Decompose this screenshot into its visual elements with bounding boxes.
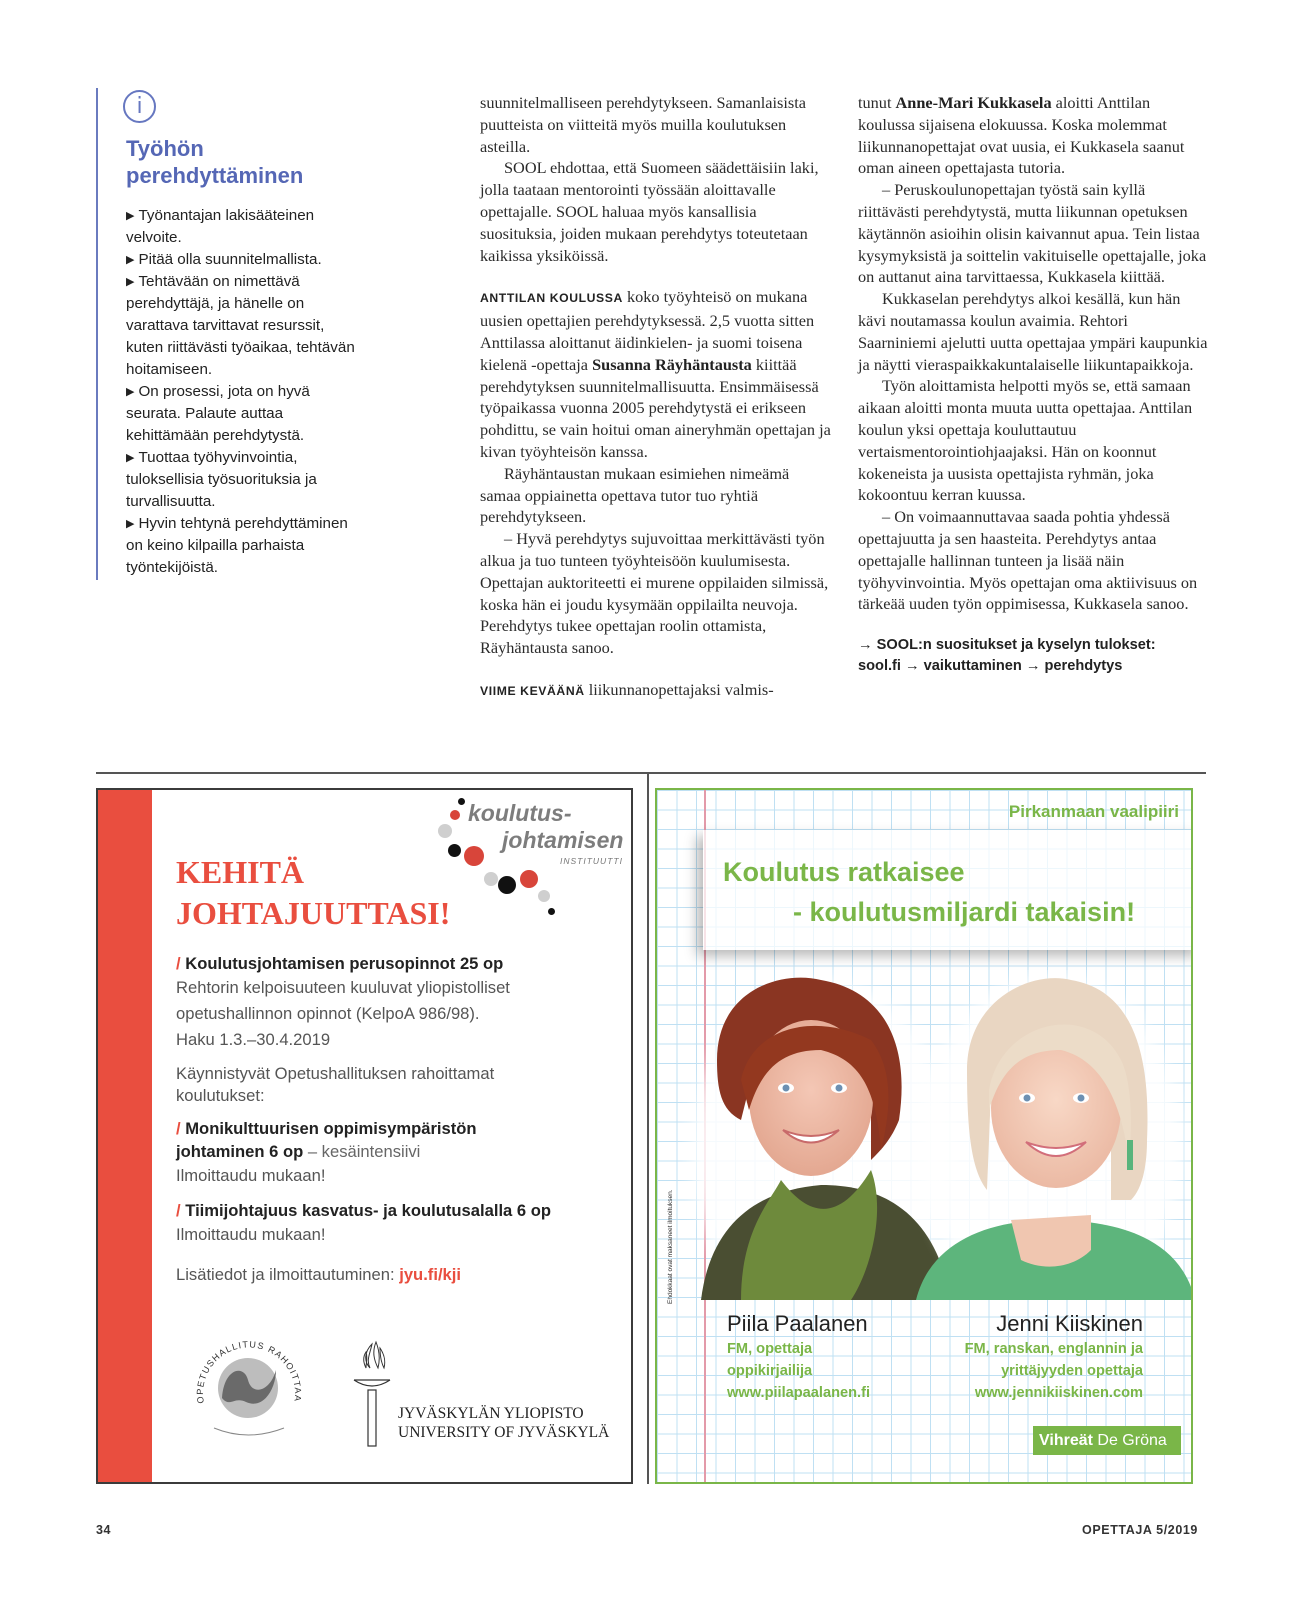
section-lead: ANTTILAN KOULUSSA [480, 291, 623, 306]
logo-dot [458, 798, 465, 805]
paragraph-text: koko työyhteisö on mukana uusien opettajien perehdytyksessä. 2,5 vuotta sitten Anttilassa aloittanut äidinkielen- ja suomi toisena kielenä -opettaja [480, 287, 815, 374]
paragraph: SOOL ehdottaa, että Suomeen säädettäisiin laki, jolla taataan mentorointi työssään aloittavalle opettajalle. SOOL haluaa myös kansallisia suosituksia, joiden mukaan perehdytys toteutetaan kaikissa yksiköissä. [480, 158, 819, 265]
section-lead: VIIME KEVÄÄNÄ [480, 683, 585, 698]
info-list-item [126, 249, 362, 271]
course-title [176, 1199, 616, 1222]
torch-icon [350, 1338, 394, 1448]
candidate-card [727, 1310, 870, 1404]
logo-text-line1: koulutus- [468, 800, 572, 826]
slogan-card [703, 830, 1193, 950]
jyu-logo [360, 1346, 620, 1456]
ad-koulutusjohtamisen-instituutti[interactable] [96, 788, 633, 1484]
logo-dot [464, 846, 484, 866]
triangle-bullet-icon: ▶ [126, 210, 135, 222]
party-logo [1033, 1426, 1181, 1455]
info-title [126, 135, 376, 189]
logo-dot [438, 824, 452, 838]
person-left [691, 978, 951, 1300]
kji-logo [438, 796, 628, 920]
horizontal-divider [96, 772, 1206, 774]
logo-dot [450, 810, 460, 820]
paragraph-text: aloitti Anttilan koulussa sijaisena elokuussa. Koska molemmat liikunnanopettajat ovat uusia, ei Kukkasela saanut oman aineen opettajasta tutoria. [858, 93, 1185, 178]
paragraph: Räyhäntaustan mukaan esimiehen nimeämä samaa oppiainetta opettava tutor tuo ryhtiä perehdytykseen. [480, 463, 790, 527]
candidate-website[interactable]: www.jennikiiskinen.com [974, 1385, 1143, 1401]
publication-issue: OPETTAJA 5/2019 [1082, 1523, 1198, 1537]
paragraph: – Peruskoulunopettajan työstä sain kyllä riittävästi perehdytystä, mutta liikunnan opetuksen käytännön asioihin olisin kaivannut apua. Tein listaa kysymyksistä ja soittelin vakituiselle opettajalle, joka on auttanut aina tarvittaessa, Kukkasela kiittää. [858, 180, 1207, 287]
logo-dot [498, 876, 516, 894]
ad-headline-line2: JOHTAJUUTTASI! [176, 895, 451, 931]
info-title-line2: perehdyttäminen [126, 163, 304, 188]
info-item-text: Pitää olla suunnitelmallista. [138, 251, 322, 268]
course1-desc: Rehtorin kelpoisuuteen kuuluvat yliopistolliset [176, 978, 510, 997]
vertical-divider [647, 774, 649, 1484]
course1-dates: Haku 1.3.–30.4.2019 [176, 1030, 331, 1049]
course-title [176, 1140, 616, 1163]
logo-text-line2: johtamisen [502, 827, 624, 853]
candidate-website[interactable]: www.piilapaalanen.fi [727, 1385, 870, 1401]
paragraph: suunnitelmalliseen perehdytykseen. Samanlaisista puutteista on viitteitä myös muilla koulutuksen asteilla. [480, 93, 806, 156]
paragraph: Työn aloittamista helpotti myös se, että samaan aikaan aloitti monta muuta uutta opettajaa. Anttilan koulun yksi opettaja kouluttautuu vertaismentorointiohjaajaksi. Hän on koonnut kokeneista ja uusista opettajista ryhmän, joka kokoontuu kerran kuussa. [858, 376, 1193, 505]
course-title [176, 952, 616, 975]
course-title [176, 1117, 616, 1140]
paragraph-text: liikunnanopettajaksi valmis- [584, 679, 774, 699]
opetushallitus-logo [184, 1318, 314, 1448]
info-sidebar [96, 88, 376, 580]
course2-suffix: – kesäintensiivi [303, 1142, 421, 1161]
electoral-district: Pirkanmaan vaalipiiri [1008, 802, 1179, 821]
logo-dot [448, 844, 461, 857]
opetushallitus-emblem-icon [184, 1318, 314, 1448]
logo-dot [548, 908, 555, 915]
ad-red-bar [98, 790, 152, 1482]
funding-intro: Käynnistyvät Opetushallituksen rahoittamat [176, 1064, 495, 1083]
person-name: Anne-Mari Kukkasela [895, 93, 1052, 112]
paragraph: – Hyvä perehdytys sujuvoittaa merkittävästi työn alkua ja tuo tunteen työyhteisöön kuulumisesta. Opettajan auktoriteetti ei murene oppilaiden silmissä, koska hän ei joudu kysymään oppilailta neuvoja. Perehdytys tukee opettajan roolin ottamista, Räyhäntausta sanoo. [480, 529, 829, 658]
reference-link[interactable] [858, 635, 1210, 677]
info-item-text: Tuottaa työhyvinvointia, tuloksellisia työsuorituksia ja turvallisuutta. [126, 449, 317, 510]
info-title-line1: Työhön [126, 136, 204, 161]
jyu-name-fi: JYVÄSKYLÄN YLIOPISTO [398, 1405, 584, 1422]
candidate-name: Jenni Kiiskinen [996, 1311, 1143, 1336]
course2-title: johtaminen 6 op [176, 1142, 304, 1161]
jyu-name [398, 1404, 609, 1442]
slash-icon: / [176, 1201, 186, 1220]
course3-cta: Ilmoittaudu mukaan! [176, 1225, 326, 1244]
slogan-line2: - koulutusmiljardi takaisin! [793, 897, 1136, 927]
info-list [126, 205, 362, 579]
course3-title: Tiimijohtajuus kasvatus- ja koulutusalalla 6 op [185, 1201, 552, 1220]
candidate-title: FM, ranskan, englannin ja [964, 1341, 1143, 1357]
funding-intro: koulutukset: [176, 1086, 265, 1105]
paragraph-text: kiittää perehdytyksen suunnitelmallisuutta. Ensimmäisessä työpaikassa vuonna 2005 perehdytystä ei erikseen pohdittu, se vain hoitui oman aineryhmän opettajan ja kivan työyhteisön kanssa. [480, 354, 831, 461]
more-info [176, 1262, 616, 1288]
ad-headline [176, 852, 451, 934]
more-info-label: Lisätiedot ja ilmoittautuminen: [176, 1265, 400, 1284]
info-list-item [126, 513, 362, 579]
info-list-item [126, 205, 362, 249]
info-item-text: Työnantajan lakisääteinen velvoite. [126, 207, 315, 246]
paragraph: – On voimaannuttavaa saada pohtia yhdessä opettajuutta ja sen haasteita. Perehdytys antaa opettajalle hallinnan tunteen ja lisää näin työhyvinvointia. Myös opettajan oma aktiivisuus on tärkeää uuden työn oppimisessa, Kukkasela sanoo. [858, 507, 1198, 614]
course1-title: Koulutusjohtamisen perusopinnot 25 op [185, 954, 504, 973]
triangle-bullet-icon: ▶ [126, 386, 135, 398]
candidate-card [965, 1310, 1143, 1404]
logo-text-line3: INSTITUUTTI [560, 856, 623, 866]
course1-desc: opetushallinnon opinnot (KelpoA 986/98). [176, 1004, 480, 1023]
logo-dot [520, 870, 538, 888]
page-number: 34 [96, 1523, 112, 1537]
info-list-item [126, 447, 362, 513]
party-name-sv: De Gröna [1097, 1432, 1167, 1449]
reference-link-line1[interactable]: → SOOL:n suositukset ja kyselyn tulokset: [858, 637, 1156, 654]
paragraph [480, 679, 832, 703]
person-right [916, 975, 1193, 1300]
course2-cta: Ilmoittaudu mukaan! [176, 1166, 326, 1185]
paragraph: Kukkaselan perehdytys alkoi kesällä, kun hän kävi noutamassa koulun avaimia. Rehtori Saarniniemi ajelutti uutta opettajaa ympäri kaupunkia ja näytti vieraspaikkakuntalaiselle liikuntapaikkoja. [858, 289, 1208, 374]
logo-dot [484, 872, 498, 886]
candidate-title: oppikirjailija [727, 1363, 813, 1379]
info-item-text: On prosessi, jota on hyvä seurata. Palaute auttaa kehittämään perehdytystä. [126, 383, 310, 444]
article-column-2 [858, 92, 1210, 677]
info-list-item [126, 381, 362, 447]
article-column-1 [480, 92, 832, 703]
paid-ad-note: Ehdokkaat ovat maksaneet ilmoituksen. [667, 1189, 674, 1304]
candidates-photo [671, 970, 1193, 1300]
candidate-title: yrittäjyyden opettaja [1001, 1363, 1143, 1379]
info-item-text: Hyvin tehtynä perehdyttäminen on keino kilpailla parhaista työntekijöistä. [126, 515, 348, 576]
course2-title: Monikulttuurisen oppimisympäristön [185, 1119, 477, 1138]
paragraph [858, 92, 1210, 179]
party-name-fi: Vihreät [1039, 1432, 1093, 1449]
triangle-bullet-icon: ▶ [126, 276, 135, 288]
candidate-name: Piila Paalanen [727, 1311, 868, 1336]
info-item-text: Tehtävään on nimettävä perehdyttäjä, ja hänelle on varattava tarvittavat resurssit, kuten riittävästi työaikaa, tehtävän hoitamiseen. [126, 273, 355, 378]
candidate-title: FM, opettaja [727, 1341, 813, 1357]
ad-body [176, 952, 616, 1288]
info-icon: i [123, 90, 156, 123]
jyu-name-en: UNIVERSITY OF JYVÄSKYLÄ [398, 1424, 610, 1441]
person-name: Susanna Räyhäntausta [592, 354, 752, 374]
info-list-item [126, 271, 362, 381]
reference-link-line2[interactable]: sool.fi → vaikuttaminen → perehdytys [858, 658, 1123, 675]
ad-vihreat-candidates[interactable] [655, 788, 1193, 1484]
paragraph [480, 286, 832, 462]
triangle-bullet-icon: ▶ [126, 254, 135, 266]
paragraph-text: tunut [858, 93, 896, 112]
more-info-link[interactable]: jyu.fi/kji [399, 1265, 461, 1284]
logo-dot [538, 890, 550, 902]
slash-icon: / [176, 1119, 186, 1138]
triangle-bullet-icon: ▶ [126, 452, 135, 464]
slogan-line1: Koulutus ratkaisee [723, 857, 965, 887]
triangle-bullet-icon: ▶ [126, 518, 135, 530]
slash-icon: / [176, 954, 186, 973]
oph-ring-text: OPETUSHALLITUS RAHOITTAA [194, 1339, 304, 1405]
ad-headline-line1: KEHITÄ [176, 854, 305, 890]
